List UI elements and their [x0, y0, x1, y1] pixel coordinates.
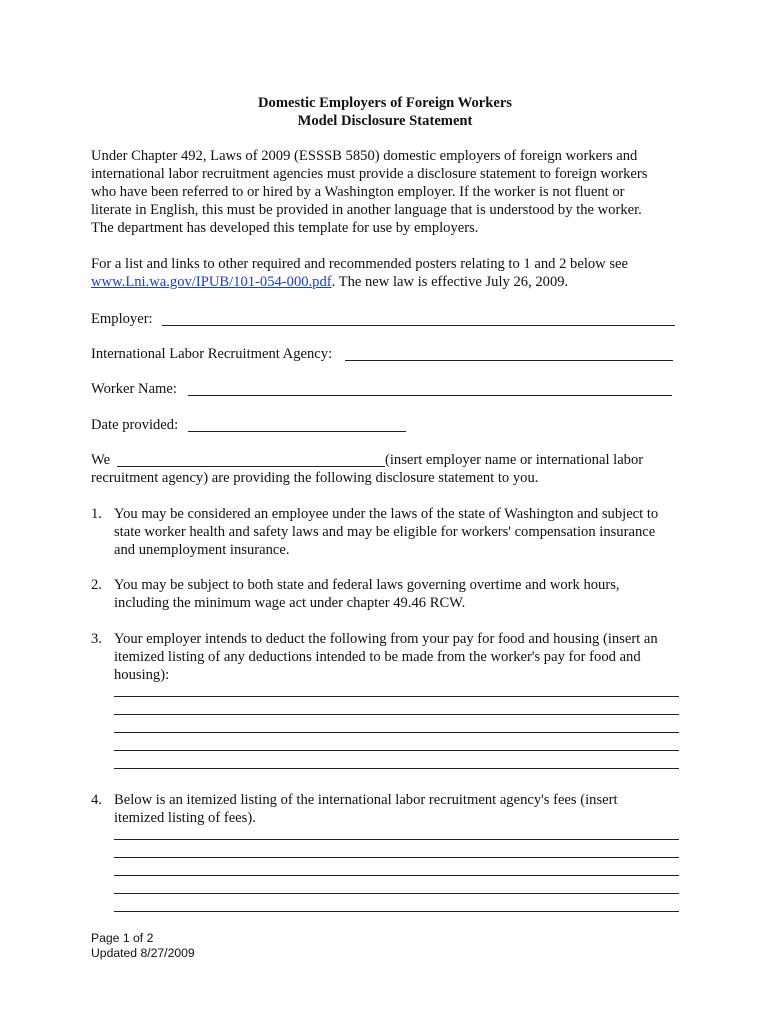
- item-line: Below is an itemized listing of the international labor recruitment agency's fees (insert: [114, 792, 618, 808]
- page-number: Page 1 of 2: [91, 931, 154, 945]
- item-number: 2.: [91, 577, 102, 593]
- posters-line: For a list and links to other required and recommended posters relating to 1 and 2 below see: [91, 256, 628, 272]
- worker-name-label: Worker Name:: [91, 381, 177, 397]
- deduction-line[interactable]: [114, 696, 679, 697]
- worker-name-blank[interactable]: [188, 395, 672, 396]
- we-label: We: [91, 452, 111, 468]
- deduction-line[interactable]: [114, 732, 679, 733]
- fee-line[interactable]: [114, 839, 679, 840]
- item-text: [114, 505, 694, 559]
- item-line: Your employer intends to deduct the following from your pay for food and housing (insert an: [114, 631, 658, 647]
- posters-paragraph: [91, 255, 691, 291]
- item-line: including the minimum wage act under chapter 49.46 RCW.: [114, 595, 466, 611]
- intro-line: who have been referred to or hired by a Washington employer. If the worker is not fluent or: [91, 184, 625, 200]
- intro-line: literate in English, this must be provided in another language that is understood by the worker.: [91, 202, 642, 218]
- deduction-line[interactable]: [114, 768, 679, 769]
- fee-line[interactable]: [114, 911, 679, 912]
- we-suffix: (insert employer name or international labor: [385, 452, 644, 468]
- fee-line[interactable]: [114, 893, 679, 894]
- item-text: [114, 791, 694, 827]
- deduction-line[interactable]: [114, 714, 679, 715]
- employer-blank[interactable]: [162, 325, 675, 326]
- item-line: and unemployment insurance.: [114, 542, 290, 558]
- effective-date-text: . The new law is effective July 26, 2009.: [331, 274, 569, 290]
- item-text: [114, 630, 694, 684]
- employer-label: Employer:: [91, 311, 153, 327]
- document-subtitle: Model Disclosure Statement: [297, 113, 473, 129]
- date-provided-label: Date provided:: [91, 417, 179, 433]
- we-blank[interactable]: [117, 466, 385, 467]
- agency-label: International Labor Recruitment Agency:: [91, 346, 333, 362]
- intro-line: international labor recruitment agencies must provide a disclosure statement to foreign workers: [91, 166, 648, 182]
- document-title: Domestic Employers of Foreign Workers: [257, 95, 512, 111]
- deduction-line[interactable]: [114, 750, 679, 751]
- posters-link[interactable]: www.Lni.wa.gov/IPUB/101-054-000.pdf: [91, 274, 332, 290]
- item-line: You may be subject to both state and federal laws governing overtime and work hours,: [114, 577, 620, 593]
- fee-line[interactable]: [114, 857, 679, 858]
- agency-blank[interactable]: [345, 360, 673, 361]
- updated-date: Updated 8/27/2009: [91, 946, 195, 960]
- intro-line: The department has developed this template for use by employers.: [91, 220, 479, 236]
- item-line: You may be considered an employee under the laws of the state of Washington and subject to: [114, 506, 659, 522]
- intro-line: Under Chapter 492, Laws of 2009 (ESSSB 5850) domestic employers of foreign workers and: [91, 148, 638, 164]
- item-number: 4.: [91, 792, 102, 808]
- we-line-2: recruitment agency) are providing the following disclosure statement to you.: [91, 470, 539, 486]
- item-number: 3.: [91, 631, 102, 647]
- intro-paragraph: [91, 147, 691, 237]
- item-line: housing):: [114, 667, 170, 683]
- item-line: state worker health and safety laws and may be eligible for workers' compensation insurance: [114, 524, 656, 540]
- fee-line[interactable]: [114, 875, 679, 876]
- item-number: 1.: [91, 506, 102, 522]
- date-provided-blank[interactable]: [188, 431, 406, 432]
- item-text: [114, 576, 694, 612]
- posters-line-2: [91, 273, 691, 291]
- item-line: itemized listing of fees).: [114, 810, 256, 826]
- item-line: itemized listing of any deductions intended to be made from the worker's pay for food and: [114, 649, 641, 665]
